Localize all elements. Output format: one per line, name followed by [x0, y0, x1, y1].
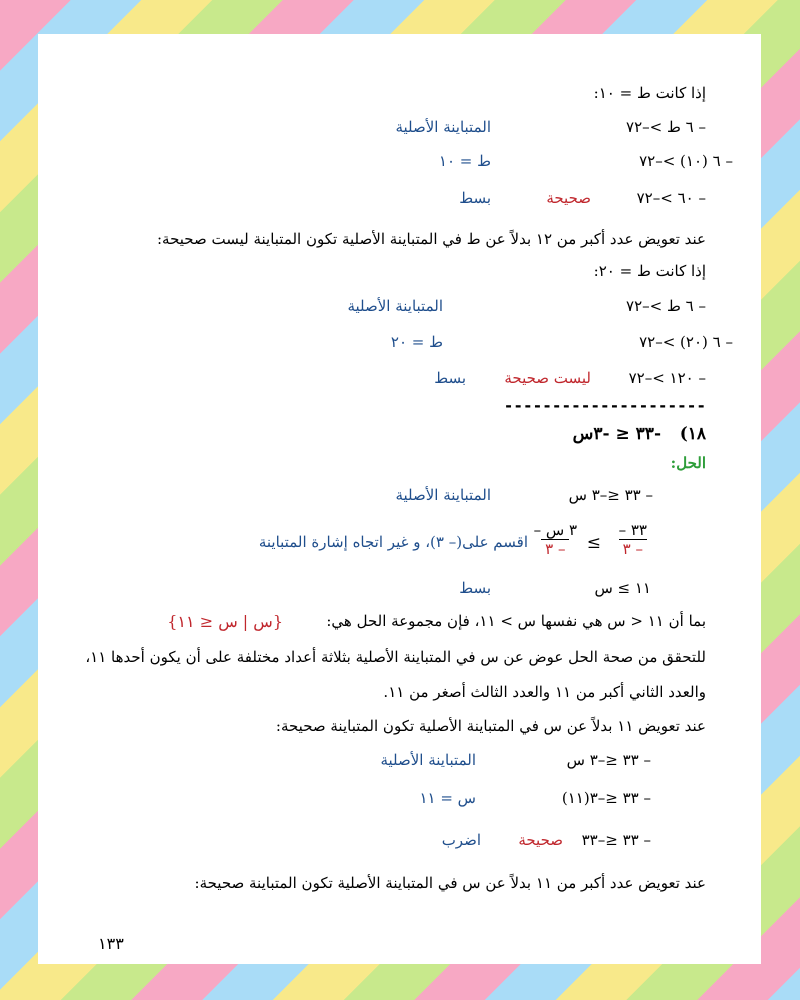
case2-r2-expr: – ٦ (٢٠) >–٧٢ — [639, 333, 733, 351]
check-row2 — [38, 789, 761, 819]
case2-heading-row — [38, 262, 761, 292]
para5: عند تعويض عدد أكبر من ١١ بدلاً عن س في المتباينة الأصلية تكون المتباينة صحيحة: — [194, 874, 706, 892]
conclusion-text: بما أن ١١ < س هي نفسها س > ١١، فإن مجموعة الحل هي: — [326, 612, 706, 630]
para1: عند تعويض عدد أكبر من ١٢ بدلاً عن ط في المتباينة الأصلية تكون المتباينة ليست صحيحة: — [156, 230, 706, 248]
para5-row — [38, 874, 761, 904]
case1-row1 — [38, 118, 761, 148]
para2: للتحقق من صحة الحل عوض عن س في المتباينة الأصلية بثلاثة أعداد مختلفة على أن يكون أحدها ١١، — [85, 648, 706, 666]
case1-row3 — [38, 189, 761, 219]
para4-row — [38, 717, 761, 747]
para2-row — [38, 648, 761, 678]
case1-r1-note: المتباينة الأصلية — [395, 118, 491, 136]
para1-row — [38, 230, 761, 260]
check-r1-expr: – ٣٣ ≤–٣ س — [566, 751, 651, 769]
case1-r3-expr: – ٦٠ >–٧٢ — [636, 189, 706, 207]
solution-label-row — [38, 454, 761, 484]
case1-heading-row — [38, 84, 761, 114]
case2-row2 — [38, 333, 761, 363]
case2-row3 — [38, 369, 761, 399]
check-r3-note: اضرب — [441, 831, 481, 849]
para3: والعدد الثاني أكبر من ١١ والعدد الثالث أصغر من ١١. — [383, 683, 706, 701]
case2-r1-note: المتباينة الأصلية — [347, 297, 443, 315]
fraction-right-numerator: – ٣ س — [533, 521, 577, 539]
case1-r1-expr: – ٦ ط >–٧٢ — [626, 118, 706, 136]
fraction-left-numerator: – ٣٣ — [618, 521, 647, 539]
fraction-right — [530, 521, 581, 558]
case1-row2 — [38, 152, 761, 182]
step3-note: بسط — [459, 579, 491, 597]
check-r3-status: صحيحة — [518, 831, 563, 849]
solution-set: {س | س ≤ ١١} — [167, 612, 283, 631]
page — [38, 34, 761, 964]
step1-note: المتباينة الأصلية — [395, 486, 491, 504]
step3-row — [38, 579, 761, 609]
solution-label: الحل: — [670, 454, 706, 472]
check-r2-note: س = ١١ — [419, 789, 476, 807]
conclusion-row — [38, 612, 761, 642]
case1-r2-expr: – ٦ (١٠) >–٧٢ — [639, 152, 733, 170]
problem-row — [38, 424, 761, 454]
check-r2-expr: – ٣٣ ≤–٣(١١) — [561, 789, 651, 807]
fraction-left — [615, 521, 651, 558]
step3-expr: ١١ ≥ س — [594, 579, 651, 597]
check-row3 — [38, 831, 761, 861]
case1-heading: إذا كانت ط = ١٠: — [593, 84, 706, 102]
case1-r3-status: صحيحة — [546, 189, 591, 207]
step2-note: اقسم على(– ٣)، و غير اتجاه إشارة المتباينة — [258, 533, 528, 551]
para3-row — [38, 683, 761, 713]
fraction-right-denominator: ٣ – — [541, 539, 569, 558]
fraction-left-denominator: ٣ – — [619, 539, 647, 558]
case1-r3-note: بسط — [459, 189, 491, 207]
page-number: ١٣٣ — [98, 934, 124, 953]
step1-row — [38, 486, 761, 516]
case2-r1-expr: – ٦ ط >–٧٢ — [626, 297, 706, 315]
check-row1 — [38, 751, 761, 781]
check-r1-note: المتباينة الأصلية — [380, 751, 476, 769]
step2-row — [38, 521, 761, 565]
case2-r3-note: بسط — [434, 369, 466, 387]
problem-number: ١٨) — [679, 424, 706, 444]
step1-expr: – ٣٣ ≤–٣ س — [568, 486, 653, 504]
case2-r3-status: ليست صحيحة — [504, 369, 591, 387]
check-r3-expr: – ٣٣ ≤–٣٣ — [581, 831, 651, 849]
case2-r3-expr: – ١٢٠ >–٧٢ — [628, 369, 706, 387]
case1-r2-note: ط = ١٠ — [438, 152, 491, 170]
para4: عند تعويض ١١ بدلاً عن س في المتباينة الأصلية تكون المتباينة صحيحة: — [275, 717, 706, 735]
separator: --------------------- — [503, 396, 706, 415]
separator-row — [38, 396, 761, 426]
fraction-relation: ≥ — [586, 533, 601, 553]
case2-r2-note: ط = ٢٠ — [390, 333, 443, 351]
problem-expression: -٣٣ ≤ -٣س — [572, 424, 661, 444]
case2-row1 — [38, 297, 761, 327]
case2-heading: إذا كانت ط = ٢٠: — [593, 262, 706, 280]
